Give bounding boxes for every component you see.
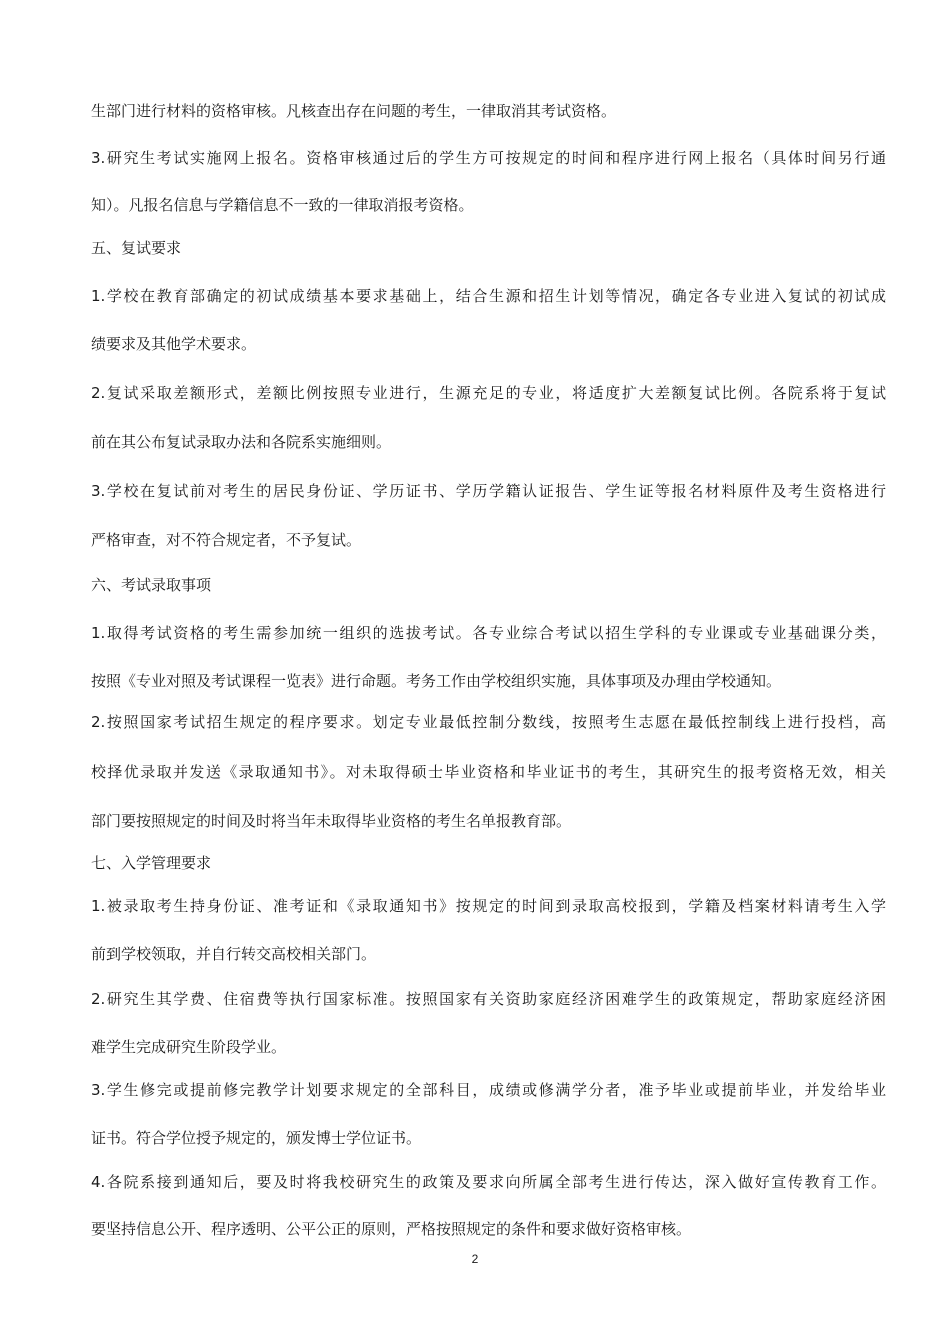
paragraph-line: 2.按照国家考试招生规定的程序要求。划定专业最低控制分数线，按照考生志愿在最低控制线上进行投档，高 xyxy=(91,713,886,731)
paragraph-line: 难学生完成研究生阶段学业。 xyxy=(91,1038,287,1056)
paragraph-line: 2.研究生其学费、住宿费等执行国家标准。按照国家有关资助家庭经济困难学生的政策规定，帮助家庭经济困 xyxy=(91,990,886,1008)
paragraph-line: 要坚持信息公开、程序透明、公平公正的原则，严格按照规定的条件和要求做好资格审核。 xyxy=(91,1220,692,1238)
paragraph-line: 按照《专业对照及考试课程一览表》进行命题。考务工作由学校组织实施，具体事项及办理由学校通知。 xyxy=(91,672,782,690)
paragraph-line: 部门要按照规定的时间及时将当年未取得毕业资格的考生名单报教育部。 xyxy=(91,812,572,830)
paragraph-line: 1.学校在教育部确定的初试成绩基本要求基础上，结合生源和招生计划等情况，确定各专业进入复试的初试成 xyxy=(91,287,886,305)
paragraph-line: 1.被录取考生持身份证、准考证和《录取通知书》按规定的时间到录取高校报到，学籍及档案材料请考生入学 xyxy=(91,897,886,915)
section-heading: 六、考试录取事项 xyxy=(91,576,212,594)
paragraph-line: 校择优录取并发送《录取通知书》。对未取得硕士毕业资格和毕业证书的考生，其研究生的报考资格无效，相关 xyxy=(91,763,886,781)
paragraph-line: 证书。符合学位授予规定的，颁发博士学位证书。 xyxy=(91,1129,422,1147)
paragraph-line: 前在其公布复试录取办法和各院系实施细则。 xyxy=(91,433,392,451)
section-heading: 五、复试要求 xyxy=(91,239,182,257)
paragraph-line: 3.学生修完或提前修完教学计划要求规定的全部科目，成绩或修满学分者，准予毕业或提前毕业，并发给毕业 xyxy=(91,1081,886,1099)
paragraph-line: 知）。凡报名信息与学籍信息不一致的一律取消报考资格。 xyxy=(91,196,474,214)
paragraph-line: 1.取得考试资格的考生需参加统一组织的选拔考试。各专业综合考试以招生学科的专业课或专业基础课分类， xyxy=(91,624,886,642)
paragraph-line: 4.各院系接到通知后，要及时将我校研究生的政策及要求向所属全部考生进行传达，深入做好宣传教育工作。 xyxy=(91,1173,886,1191)
paragraph-line: 3.研究生考试实施网上报名。资格审核通过后的学生方可按规定的时间和程序进行网上报名（具体时间另行通 xyxy=(91,149,886,167)
paragraph-line: 严格审查，对不符合规定者，不予复试。 xyxy=(91,531,362,549)
paragraph-line: 前到学校领取，并自行转交高校相关部门。 xyxy=(91,945,377,963)
paragraph-line: 3.学校在复试前对考生的居民身份证、学历证书、学历学籍认证报告、学生证等报名材料原件及考生资格进行 xyxy=(91,482,886,500)
section-heading: 七、入学管理要求 xyxy=(91,854,212,872)
page-number: 2 xyxy=(471,1252,479,1266)
paragraph-line: 生部门进行材料的资格审核。凡核查出存在问题的考生，一律取消其考试资格。 xyxy=(91,102,617,120)
paragraph-line: 2.复试采取差额形式，差额比例按照专业进行，生源充足的专业，将适度扩大差额复试比例。各院系将于复试 xyxy=(91,384,886,402)
paragraph-line: 绩要求及其他学术要求。 xyxy=(91,335,257,353)
